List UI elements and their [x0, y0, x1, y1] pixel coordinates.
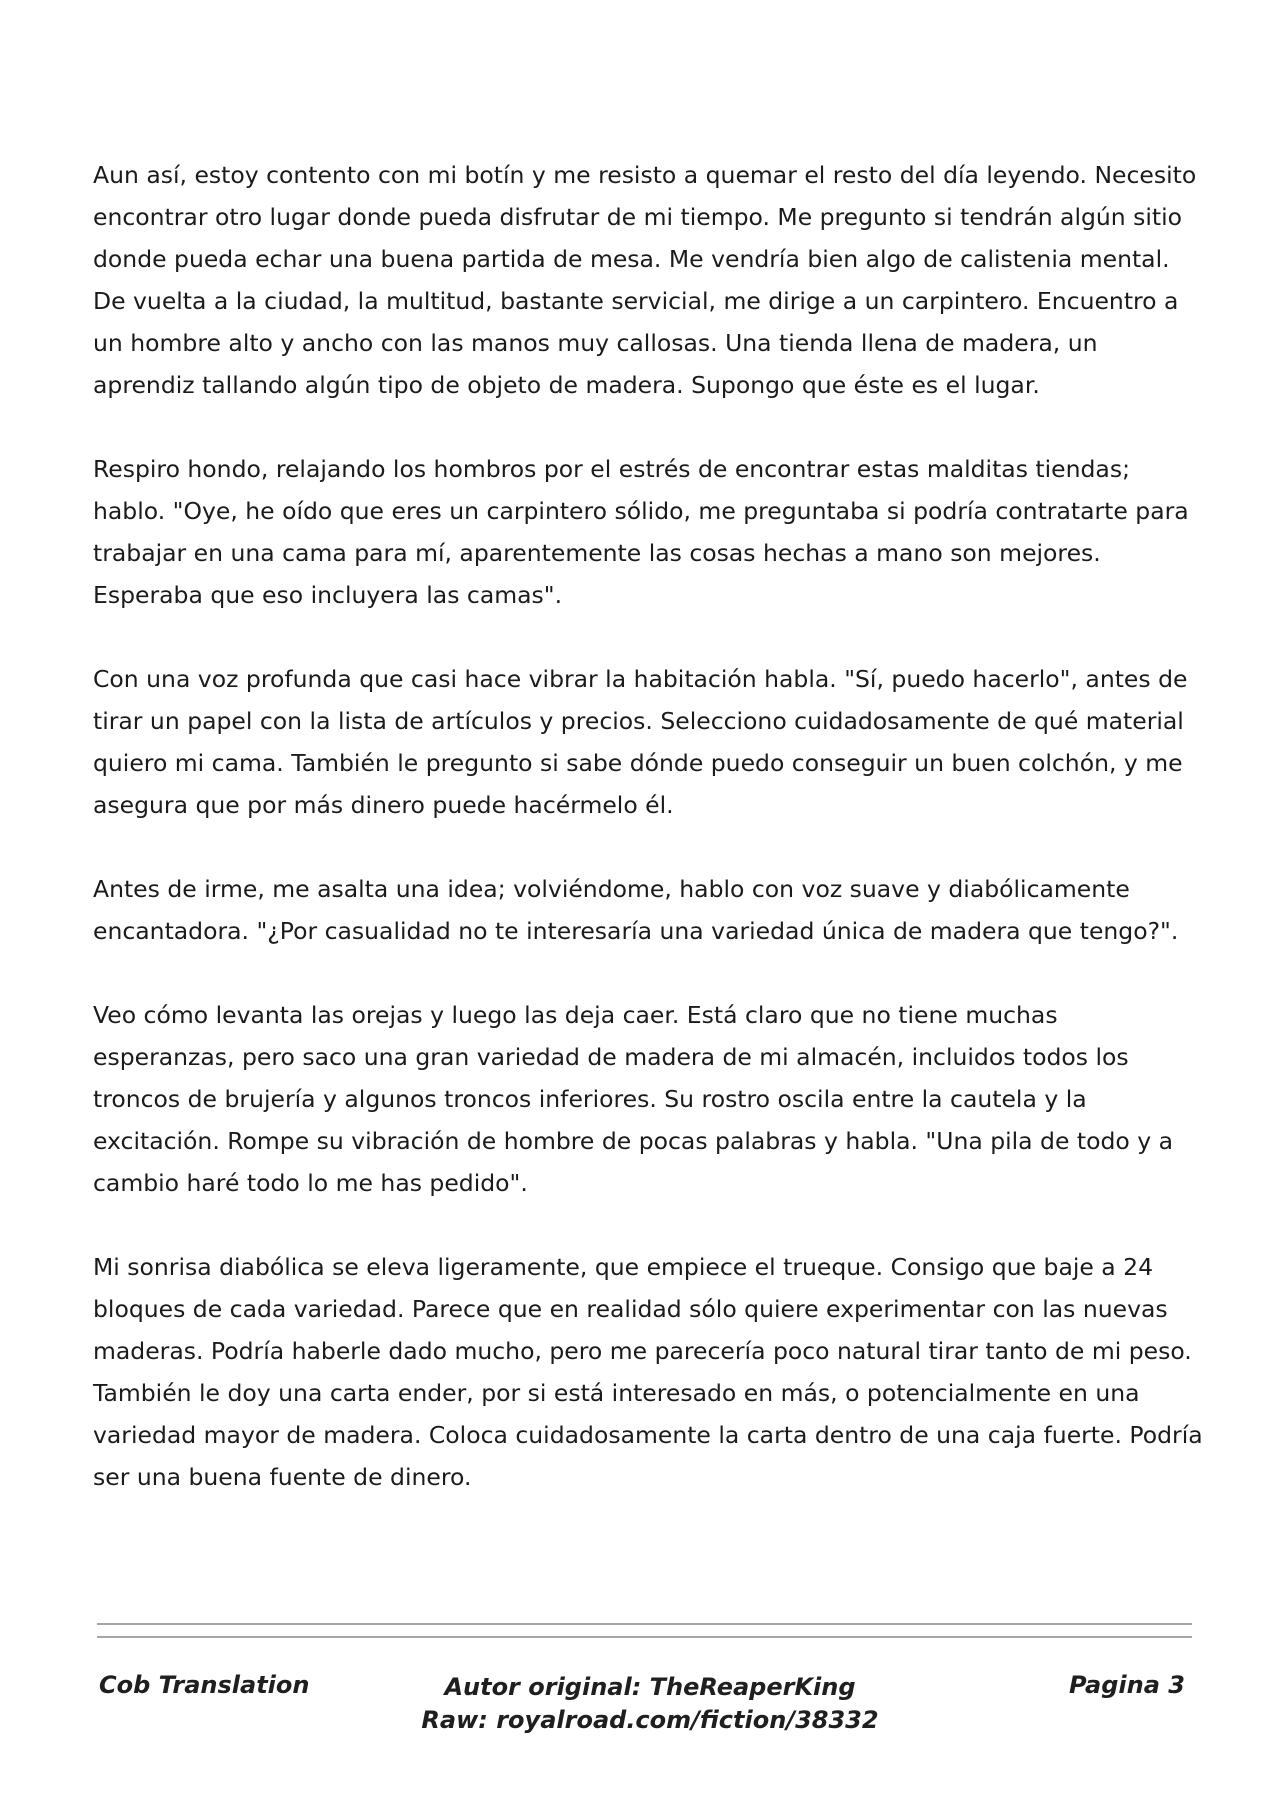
- footer-page-number: Pagina 3: [1069, 1671, 1185, 1699]
- paragraph-4: Antes de irme, me asalta una idea; volviéndome, hablo con voz suave y diabólicamente encantadora. "¿Por casualidad no te interesaría una variedad única de madera que tengo?".: [93, 875, 1179, 945]
- footer-translator: Cob Translation: [99, 1671, 310, 1699]
- paragraph-3: Con una voz profunda que casi hace vibrar la habitación habla. "Sí, puedo hacerlo", antes de tirar un papel con la lista de artículos y precios. Selecciono cuidadosamente de qué material quiero mi cama. También le pregunto si sabe dónde puedo conseguir un buen colchón, y me asegura que por más dinero puede hacérmelo él.: [93, 665, 1188, 819]
- paragraph-1: Aun así, estoy contento con mi botín y me resisto a quemar el resto del día leyendo. Necesito encontrar otro lugar donde pueda disfrutar de mi tiempo. Me pregunto si tendrán algún sitio donde pueda echar una buena partida de mesa. Me vendría bien algo de calistenia mental. De vuelta a la ciudad, la multitud, bastante servicial, me dirige a un carpintero. Encuentro a un hombre alto y ancho con las manos muy callosas. Una tienda llena de madera, un aprendiz tallando algún tipo de objeto de madera. Supongo que éste es el lugar.: [93, 161, 1197, 399]
- footer-credits: [350, 1671, 950, 1737]
- footer-divider-top: [97, 1623, 1192, 1625]
- paragraph-6: Mi sonrisa diabólica se eleva ligeramente, que empiece el trueque. Consigo que baje a 24 bloques de cada variedad. Parece que en realidad sólo quiere experimentar con las nuevas maderas. Podría haberle dado mucho, pero me parecería poco natural tirar tanto de mi peso. También le doy una carta ender, por si está interesado en más, o potencialmente en una variedad mayor de madera. Coloca cuidadosamente la carta dentro de una caja fuerte. Podría ser una buena fuente de dinero.: [93, 1253, 1203, 1491]
- footer-raw-source: Raw: royalroad.com/fiction/38332: [421, 1706, 879, 1734]
- chapter-body: [93, 154, 1203, 1540]
- footer-original-author: Autor original: TheReaperKing: [444, 1673, 856, 1701]
- footer-divider-bottom: [97, 1636, 1192, 1638]
- paragraph-2: Respiro hondo, relajando los hombros por el estrés de encontrar estas malditas tiendas; hablo. "Oye, he oído que eres un carpintero sólido, me preguntaba si podría contratarte para trabajar en una cama para mí, aparentemente las cosas hechas a mano son mejores. Esperaba que eso incluyera las camas".: [93, 455, 1189, 609]
- paragraph-5: Veo cómo levanta las orejas y luego las deja caer. Está claro que no tiene muchas esperanzas, pero saco una gran variedad de madera de mi almacén, incluidos todos los troncos de brujería y algunos troncos inferiores. Su rostro oscila entre la cautela y la excitación. Rompe su vibración de hombre de pocas palabras y habla. "Una pila de todo y a cambio haré todo lo me has pedido".: [93, 1001, 1174, 1197]
